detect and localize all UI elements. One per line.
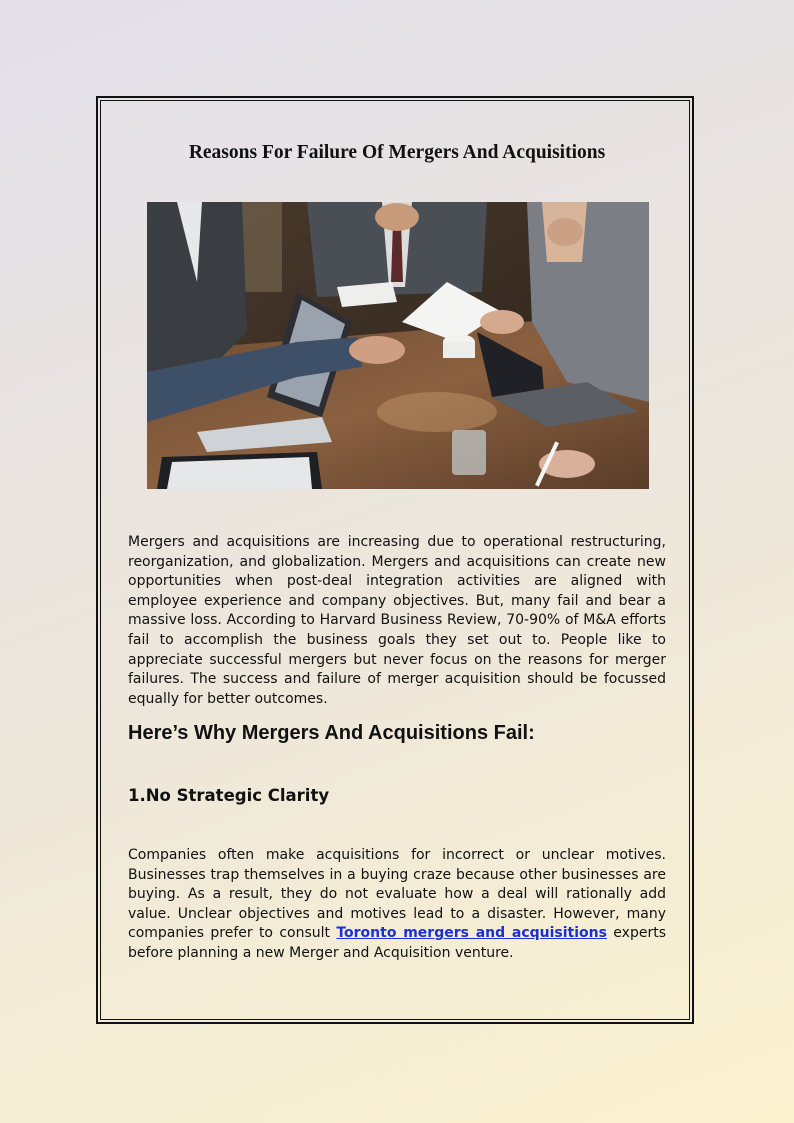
- intro-paragraph: Mergers and acquisitions are increasing due to operational restructuring, reorganization, and globalization. Mergers and acquisitions can create new opportunities when post-deal integration activities are aligned with employee experience and company objectives. But, many fail and bear a massive loss. According to Harvard Business Review, 70-90% of M&A efforts fail to accomplish the business goals they set out to. People like to appreciate successful mergers but never focus on the reasons for merger failures. The success and failure of merger acquisition should be focussed equally for better outcomes.: [128, 534, 666, 707]
- page-title: Reasons For Failure Of Mergers And Acquisitions: [188, 142, 606, 163]
- subheading-strategic-clarity: 1.No Strategic Clarity: [128, 786, 330, 805]
- paragraph-text-before-link: Companies often make acquisitions for incorrect or unclear motives. Businesses trap themselves in a buying craze because other businesses are buying. As a result, they do not evaluate how a deal will rationally add value. Unclear objectives and motives lead to a disaster. However, many companies prefer to consult: [128, 847, 666, 942]
- paragraph-text-after-link: experts before planning a new Merger and Acquisition venture.: [128, 925, 666, 961]
- business-meeting-photo: [147, 202, 649, 489]
- section-heading-why: Here’s Why Mergers And Acquisitions Fail:: [128, 722, 535, 744]
- strategic-clarity-paragraph: [128, 846, 666, 964]
- toronto-mergers-link[interactable]: Toronto mergers and acquisitions: [336, 925, 607, 942]
